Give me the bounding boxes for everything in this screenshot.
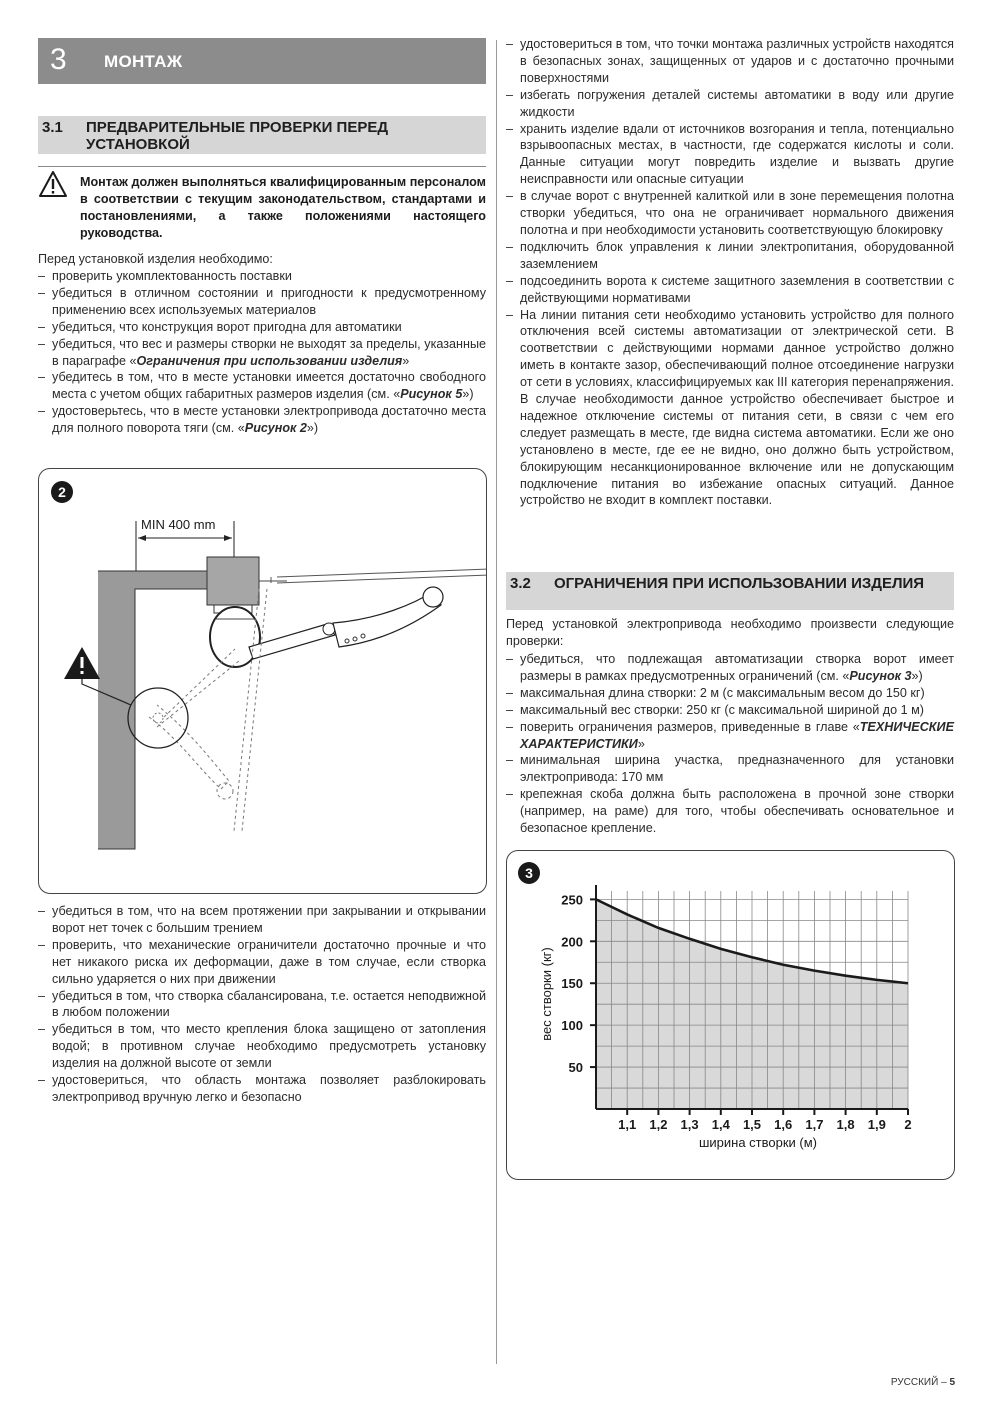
figure-3 <box>506 850 955 1180</box>
list-item: – убедитесь в том, что в месте установки имеется достаточно свободного места с учетом общих габаритных размеров изделия (см. «Рисунок 5») <box>38 369 486 403</box>
list-item: – убедиться, что подлежащая автоматизации створка ворот имеет размеры в рамках предусмотренных ограничений (см. «Рисунок 3») <box>506 651 954 685</box>
column-divider <box>496 40 497 1364</box>
footer-language: РУССКИЙ <box>890 1377 939 1388</box>
list-item: – убедиться в отличном состоянии и пригодности к предусмотренному применению всех используемых материалов <box>38 285 486 319</box>
y-tick-label: 150 <box>561 976 583 992</box>
x-tick-label: 1,6 <box>774 1117 793 1132</box>
list-item: – удостовериться в том, что точки монтажа различных устройств находятся в безопасных зонах, защищенных от ударов и с достаточно прочными поверхностями <box>506 36 954 87</box>
y-tick-label: 200 <box>561 934 583 950</box>
x-tick-label: 2 <box>904 1117 912 1132</box>
left-checklist <box>38 268 486 437</box>
section-3-2-intro: Перед установкой электропривода необходимо произвести следующие проверки: <box>506 617 954 648</box>
list-item: – убедиться, что вес и размеры створки не выходят за пределы, указанные в параграфе «Ограничения при использовании изделия» <box>38 336 486 370</box>
cross-reference: ТЕХНИЧЕСКИЕ ХАРАКТЕРИСТИКИ <box>520 719 954 751</box>
divider <box>38 166 486 167</box>
x-tick-label: 1,3 <box>680 1117 699 1132</box>
chapter-number: 3 <box>50 43 67 76</box>
list-item: – максимальная длина створки: 2 м (с максимальным весом до 150 кг) <box>506 685 954 702</box>
list-item: – крепежная скоба должна быть расположена в прочной зоне створки (например, на раме) для того, чтобы обеспечивать основательное и безопасное крепление. <box>506 786 954 837</box>
page-footer: РУССКИЙ – 5 <box>890 1377 955 1388</box>
figure-badge: 3 <box>518 862 540 884</box>
x-tick-label: 1,5 <box>742 1117 762 1132</box>
y-tick-label: 250 <box>561 892 583 908</box>
section-3-1-header <box>38 116 486 154</box>
list-item: – убедиться в том, что на всем протяжении при закрывании и открывании ворот нет точек с большим трением <box>38 903 486 937</box>
cross-reference: Ограничения при использовании изделия <box>136 353 403 368</box>
section-number: 3.1 <box>42 119 63 136</box>
y-axis-label: вес створки (кг) <box>539 947 554 1041</box>
warning-icon <box>38 170 68 198</box>
right-checklist <box>506 36 954 509</box>
list-item: – поверить ограничения размеров, приведенные в главе «ТЕХНИЧЕСКИЕ ХАРАКТЕРИСТИКИ» <box>506 719 954 753</box>
section-title: ПРЕДВАРИТЕЛЬНЫЕ ПРОВЕРКИ ПЕРЕД УСТАНОВКОЙ <box>86 119 389 153</box>
list-item: – убедиться в том, что створка сбалансирована, т.е. остается неподвижной в любом положении <box>38 988 486 1022</box>
x-axis-label: ширина створки (м) <box>698 1135 818 1150</box>
left-checklist-continued <box>38 903 486 1106</box>
x-tick-label: 1,8 <box>836 1117 855 1132</box>
intro-text: Перед установкой изделия необходимо: <box>38 252 273 266</box>
section-title: ОГРАНИЧЕНИЯ ПРИ ИСПОЛЬЗОВАНИИ ИЗДЕЛИЯ <box>554 575 925 592</box>
list-item: – хранить изделие вдали от источников возгорания и тепла, потенциально взрывоопасных местах, в частности, где содержатся кислоты и соли. Данные ситуации могут повредить изделие и вызвать другие неисправности или опасные ситуации <box>506 121 954 189</box>
weight-width-chart <box>507 851 954 1179</box>
section-number: 3.2 <box>510 575 531 592</box>
x-tick-label: 1,1 <box>618 1117 637 1132</box>
list-item: – максимальный вес створки: 250 кг (с максимальной шириной до 1 м) <box>506 702 954 719</box>
list-item: – избегать погружения деталей системы автоматики в воду или другие жидкости <box>506 87 954 121</box>
y-tick-label: 100 <box>561 1018 583 1034</box>
section-3-2-header <box>506 572 954 610</box>
gate-opener-diagram <box>39 469 486 893</box>
list-item: – в случае ворот с внутренней калиткой или в зоне перемещения полотна створки убедиться, что она не ограничивает нормального движения полотна и при необходимости установить соответствующую блокировку <box>506 188 954 239</box>
y-tick-label: 50 <box>568 1060 583 1076</box>
x-tick-label: 1,4 <box>711 1117 730 1132</box>
chapter-header <box>38 38 486 84</box>
list-item: – убедиться в том, что место крепления блока защищено от затопления водой; в противном случае необходимо предусмотреть установку изделия на должной высоте от земли <box>38 1021 486 1072</box>
list-item: – удостовериться, что область монтажа позволяет разблокировать электропривод вручную легко и безопасно <box>38 1072 486 1106</box>
list-item: – подсоединить ворота к системе защитного заземления в соответствии с действующими нормативами <box>506 273 954 307</box>
x-tick-label: 1,7 <box>805 1117 824 1132</box>
cross-reference: Рисунок 5 <box>400 387 463 402</box>
list-item: – удостоверьтесь, что в месте установки электропривода достаточно места для полного поворота тяги (см. «Рисунок 2») <box>38 403 486 437</box>
list-item: – минимальная ширина участка, предназначенного для установки электропривода: 170 мм <box>506 752 954 786</box>
list-item: – На линии питания сети необходимо установить устройство для полного отключения всей системы автоматизации от электрической сети. В соответствии с действующими нормами данное устройство должно иметь в контакте зазор, обеспечивающий полное отсоединение нагрузки от сети в условиях, классифицируемых как III категория перенапряжения. В случае необходимости данное устройство обеспечивает быстрое и надежное отключение системы от питания сети, в связи с чем его следует размещать в месте, где видна система автоматики. Если же оно установлено в месте, где ее не видно, оно должно быть устройством, блокирующим несанкционированное включение или не допускающим подключение питания во избежание опасных ситуаций. Данное устройство не входит в комплект поставки. <box>506 307 954 510</box>
list-item: – подключить блок управления к линии электропитания, оборудованной заземлением <box>506 239 954 273</box>
x-tick-label: 1,2 <box>649 1117 668 1132</box>
min-distance-label: MIN 400 mm <box>141 517 216 532</box>
warning-text: Монтаж должен выполняться квалифицированным персоналом в соответствии с текущим законодательством, стандартами и постановлениями, а также положениями настоящего руководства. <box>80 175 486 240</box>
figure-2 <box>38 468 487 894</box>
list-item: – проверить укомплектованность поставки <box>38 268 486 285</box>
cross-reference: Рисунок 2 <box>244 421 307 436</box>
figure-badge: 2 <box>51 481 73 503</box>
page-number: 5 <box>949 1377 955 1388</box>
list-item: – убедиться, что конструкция ворот пригодна для автоматики <box>38 319 486 336</box>
limits-checklist <box>506 651 954 837</box>
list-item: – проверить, что механические ограничители достаточно прочные и что нет никакого риска их деформации, даже в том случае, если створка сильно ударяется о них при движении <box>38 937 486 988</box>
cross-reference: Рисунок 3 <box>849 668 912 683</box>
chapter-title: МОНТАЖ <box>104 52 183 71</box>
x-tick-label: 1,9 <box>867 1117 886 1132</box>
